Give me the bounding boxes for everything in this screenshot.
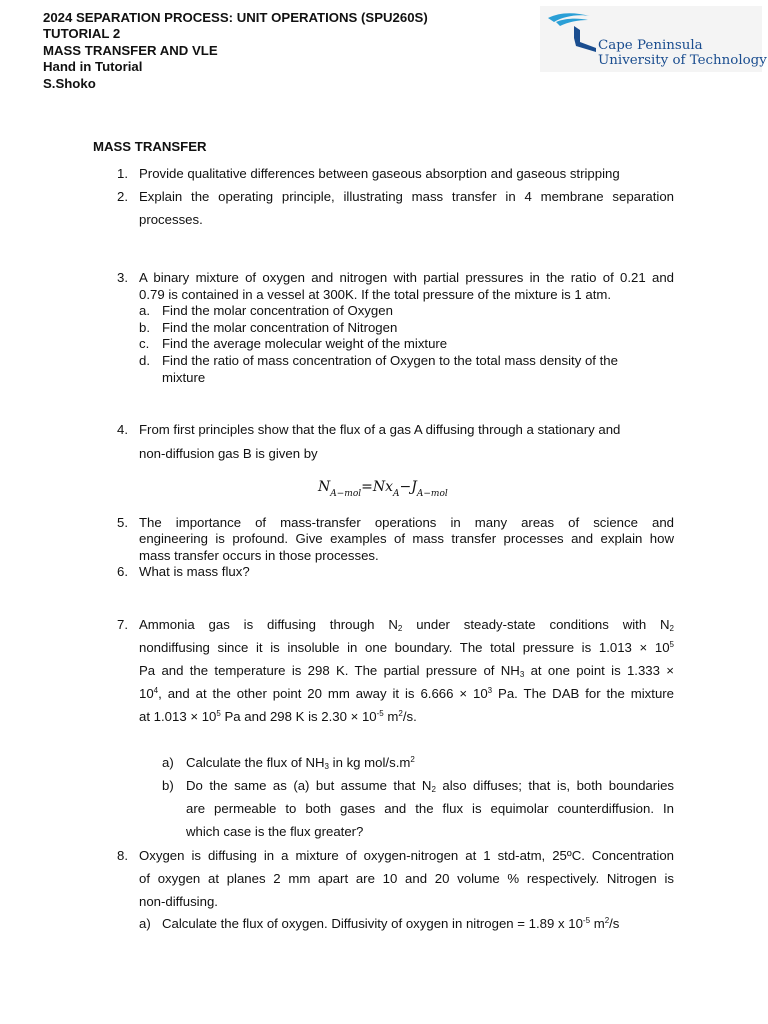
question-number: 1.: [117, 166, 128, 181]
question-text-line: mass transfer occurs in those processes.: [139, 548, 379, 563]
question-text-line: non-diffusion gas B is given by: [139, 446, 318, 461]
author-name: S.Shoko: [43, 76, 96, 91]
question-text-line: The importance of mass-transfer operations in many areas of science and: [139, 515, 674, 530]
question-text-line: Ammonia gas is diffusing through $N_2$ under steady-state conditions with $N_2$: [139, 617, 674, 633]
question-text-line: processes.: [139, 212, 203, 227]
logo-text-line1: Cape Peninsula: [598, 38, 703, 53]
question-number: 3.: [117, 270, 128, 285]
subitem-text: Calculate the flux of $NH_3$ in kg mol/$s.m^2$: [186, 755, 415, 771]
question-number: 7.: [117, 617, 128, 632]
cput-emblem-icon: [544, 8, 600, 64]
subitem-text: Find the molar concentration of Nitrogen: [162, 320, 398, 335]
question-text-line: Oxygen is diffusing in a mixture of oxygen-nitrogen at 1 std-atm, 25ºC. Concentration: [139, 848, 674, 863]
question-text-line: From first principles show that the flux of a gas A diffusing through a stationary and: [139, 422, 621, 437]
question-text: What is mass flux?: [139, 564, 250, 579]
question-text-line: of oxygen at planes 2 mm apart are 10 and 20 volume % respectively. Nitrogen is: [139, 871, 674, 886]
subitem-text: mixture: [162, 370, 206, 385]
question-text-line: Pa and the temperature is 298 K. The partial pressure of $NH_3$ at one point is 1.333 ×: [139, 663, 674, 679]
section-title: MASS TRANSFER: [93, 139, 207, 154]
question-text-line: $10^4$, and at the other point 20 mm away it is $6.666 \times 10^3$ Pa. The DAB for the mixture: [139, 686, 674, 701]
subitem-label: a.: [139, 303, 150, 318]
question-number: 8.: [117, 848, 128, 863]
subitem-text: Find the ratio of mass concentration of Oxygen to the total mass density of the: [162, 353, 618, 368]
subitem-text: which case is the flux greater?: [186, 824, 364, 839]
subitem-label: c.: [139, 336, 150, 351]
question-number: 4.: [117, 422, 128, 437]
question-text: Provide qualitative differences between gaseous absorption and gaseous stripping: [139, 166, 620, 181]
question-text-line: non-diffusing.: [139, 894, 218, 909]
logo-text-line2: University of Technology: [598, 53, 767, 68]
subitem-text: are permeable to both gases and the flux is equimolar counterdiffusion. In: [186, 801, 674, 816]
question-text-line: engineering is profound. Give examples of mass transfer processes and explain how: [139, 531, 674, 546]
question-text-line: A binary mixture of oxygen and nitrogen with partial pressures in the ratio of 0.21 and: [139, 270, 674, 285]
question-number: 2.: [117, 189, 128, 204]
subitem-label: a): [162, 755, 174, 770]
subitem-text: Do the same as (a) but assume that $N_2$ also diffuses; that is, both boundaries: [186, 778, 675, 794]
question-number: 6.: [117, 564, 128, 579]
question-text-line: Explain the operating principle, illustrating mass transfer in 4 membrane separation: [139, 189, 674, 204]
subitem-label: b.: [139, 320, 150, 335]
flux-equation: $N_{A-mol}=Nx_A-J_{A-mol}$: [318, 479, 448, 499]
subitem-label: d.: [139, 353, 150, 368]
subitem-text: Find the molar concentration of Oxygen: [162, 303, 393, 318]
tutorial-topic: MASS TRANSFER AND VLE: [43, 43, 218, 58]
subitem-text: Calculate the flux of oxygen. Diffusivity of oxygen in nitrogen = 1.89 x $10^{-5}$ $m^2/s$: [162, 916, 620, 931]
subitem-text: Find the average molecular weight of the mixture: [162, 336, 448, 351]
university-logo: [540, 6, 767, 72]
subitem-label: b): [162, 778, 174, 793]
question-number: 5.: [117, 515, 128, 530]
course-title: 2024 SEPARATION PROCESS: UNIT OPERATIONS (SPU260S): [43, 10, 428, 25]
tutorial-type: Hand in Tutorial: [43, 59, 143, 74]
question-text-line: 0.79 is contained in a vessel at 300K. If the total pressure of the mixture is 1 atm.: [139, 287, 612, 302]
tutorial-number: TUTORIAL 2: [43, 26, 121, 41]
question-text-line: at $1.013 \times 10^5$ Pa and 298 K is $2.30 \times 10^{-5}$ $m^2/s$.: [139, 709, 417, 724]
question-text-line: nondiffusing since it is insoluble in one boundary. The total pressure is $1.013 \times 10^5$: [139, 640, 674, 655]
subitem-label: a): [139, 916, 151, 931]
